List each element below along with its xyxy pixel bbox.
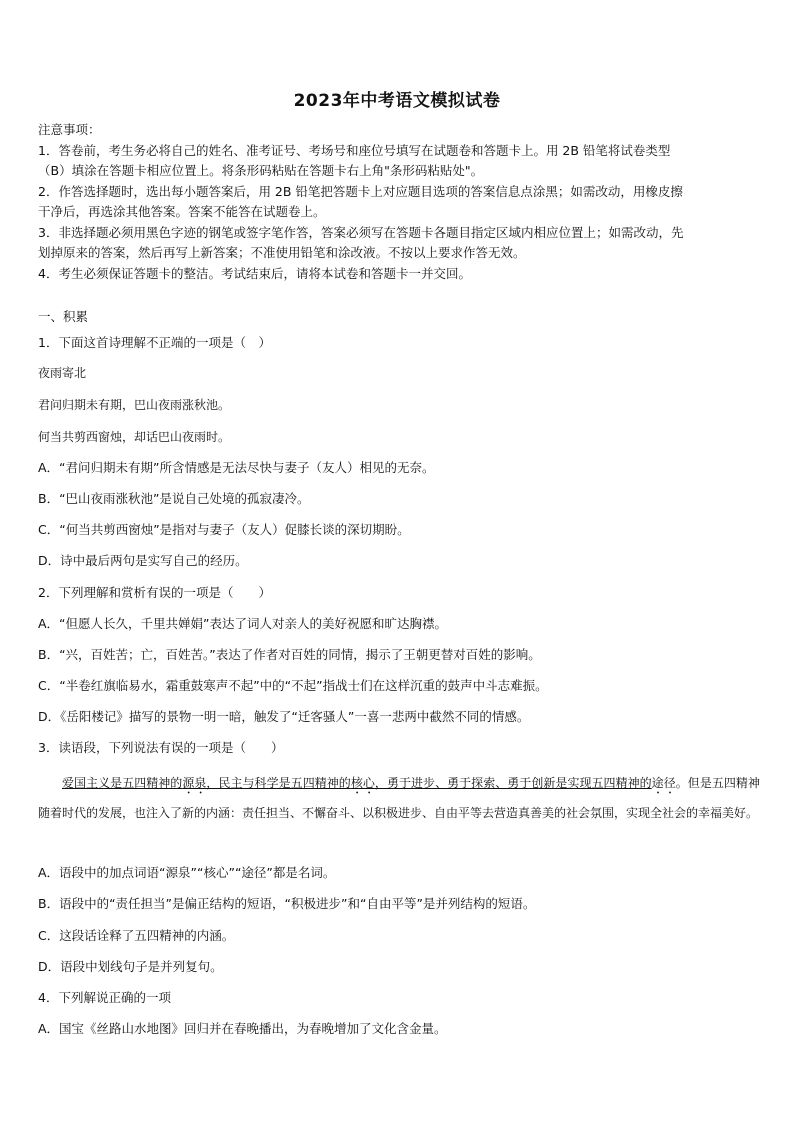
notice-block (38, 120, 760, 284)
dotted-word: 核心 (350, 776, 375, 790)
notice-heading: 注意事项： (38, 122, 101, 137)
underlined-sentence: 爱国主义是五四精神的源泉，民主与科学是五四精神的核心，勇于进步、勇于探索、勇于创新是实现五四精神的 (62, 776, 652, 790)
question-stem: 4．下列解说正确的一项 (38, 990, 171, 1005)
dotted-word: 途径 (651, 776, 676, 790)
option-d: D．语段中划线句子是并列复句。 (38, 959, 223, 974)
option-a: A．“君问归期未有期”所含情感是无法尽快与妻子（友人）相见的无奈。 (38, 460, 435, 475)
notice-line: 3．非选择题必须用黑色字迹的钢笔或签字笔作答，答案必须写在答题卡各题目指定区域内相应位置上；如需改动，先 (38, 224, 684, 240)
question-stem: 2．下列理解和赏析有误的一项是（ ） (38, 585, 271, 600)
option-a: A．国宝《丝路山水地图》回归并在春晚播出，为春晚增加了文化含金量。 (38, 1021, 447, 1036)
page-title: 2023年中考语文模拟试卷 (293, 91, 501, 111)
notice-line: 划掉原来的答案，然后再写上新答案；不准使用铅笔和涂改液。不按以上要求作答无效。 (38, 245, 526, 260)
section-heading: 一、积累 (38, 309, 89, 324)
reading-passage: 爱国主义是五四精神的源泉，民主与科学是五四精神的核心，勇于进步、勇于探索、勇于创新是实现五四精神的途径。但是五四精神随着时代的发展，也注入了新的内涵：责任担当、不懈奋斗、以积极进步、自由平等去营造真善美的社会氛围，实现全社会的幸福美好。 (38, 776, 760, 820)
notice-line: 4．考生必须保证答题卡的整洁。考试结束后，请将本试卷和答题卡一并交回。 (38, 265, 471, 281)
dotted-word: 源泉 (182, 776, 207, 790)
notice-line: 2．作答选择题时，选出每小题答案后，用 2B 铅笔把答题卡上对应题目选项的答案信息点涂黑；如需改动，用橡皮擦 (38, 183, 683, 199)
question-stem: 3．读语段，下列说法有误的一项是（ ） (38, 740, 284, 755)
notice-line: （B）填涂在答题卡相应位置上。将条形码粘贴在答题卡右上角"条形码粘贴处"。 (38, 163, 484, 178)
poem-line: 君问归期未有期，巴山夜雨涨秋池。 (38, 398, 231, 412)
option-d: D．诗中最后两句是实写自己的经历。 (38, 553, 248, 568)
option-c: C．“何当共剪西窗烛”是指对与妻子（友人）促膝长谈的深切期盼。 (38, 522, 410, 537)
option-b: B．“巴山夜雨涨秋池”是说自己处境的孤寂凄冷。 (38, 491, 310, 506)
poem-line: 何当共剪西窗烛，却话巴山夜雨时。 (38, 430, 231, 444)
option-c: C．“半卷红旗临易水，霜重鼓寒声不起”中的“不起”指战士们在这样沉重的鼓声中斗志难振。 (38, 678, 548, 693)
option-a: A．语段中的加点词语“源泉”“核心”“途径”都是名词。 (38, 865, 336, 880)
notice-line: 1．答卷前，考生务必将自己的姓名、准考证号、考场号和座位号填写在试题卷和答题卡上。用 2B 铅笔将试卷类型 (38, 142, 671, 158)
poem-title: 夜雨寄北 (38, 366, 87, 380)
option-b: B．语段中的“责任担当”是偏正结构的短语，“积极进步”和“自由平等”是并列结构的短语。 (38, 896, 536, 911)
option-b: B．“兴，百姓苦；亡，百姓苦。”表达了作者对百姓的同情，揭示了王朝更替对百姓的影响。 (38, 647, 541, 662)
notice-line: 干净后，再选涂其他答案。答案不能答在试题卷上。 (38, 204, 326, 219)
question-stem: 1．下面这首诗理解不正端的一项是（ ） (38, 335, 271, 350)
option-a: A．“但愿人长久，千里共婵娟”表达了词人对亲人的美好祝愿和旷达胸襟。 (38, 616, 448, 631)
option-c: C．这段话诠释了五四精神的内涵。 (38, 928, 235, 943)
option-d: D．《岳阳楼记》描写的景物一明一暗，触发了“迁客骚人”一喜一悲两中截然不同的情感。 (38, 709, 530, 724)
